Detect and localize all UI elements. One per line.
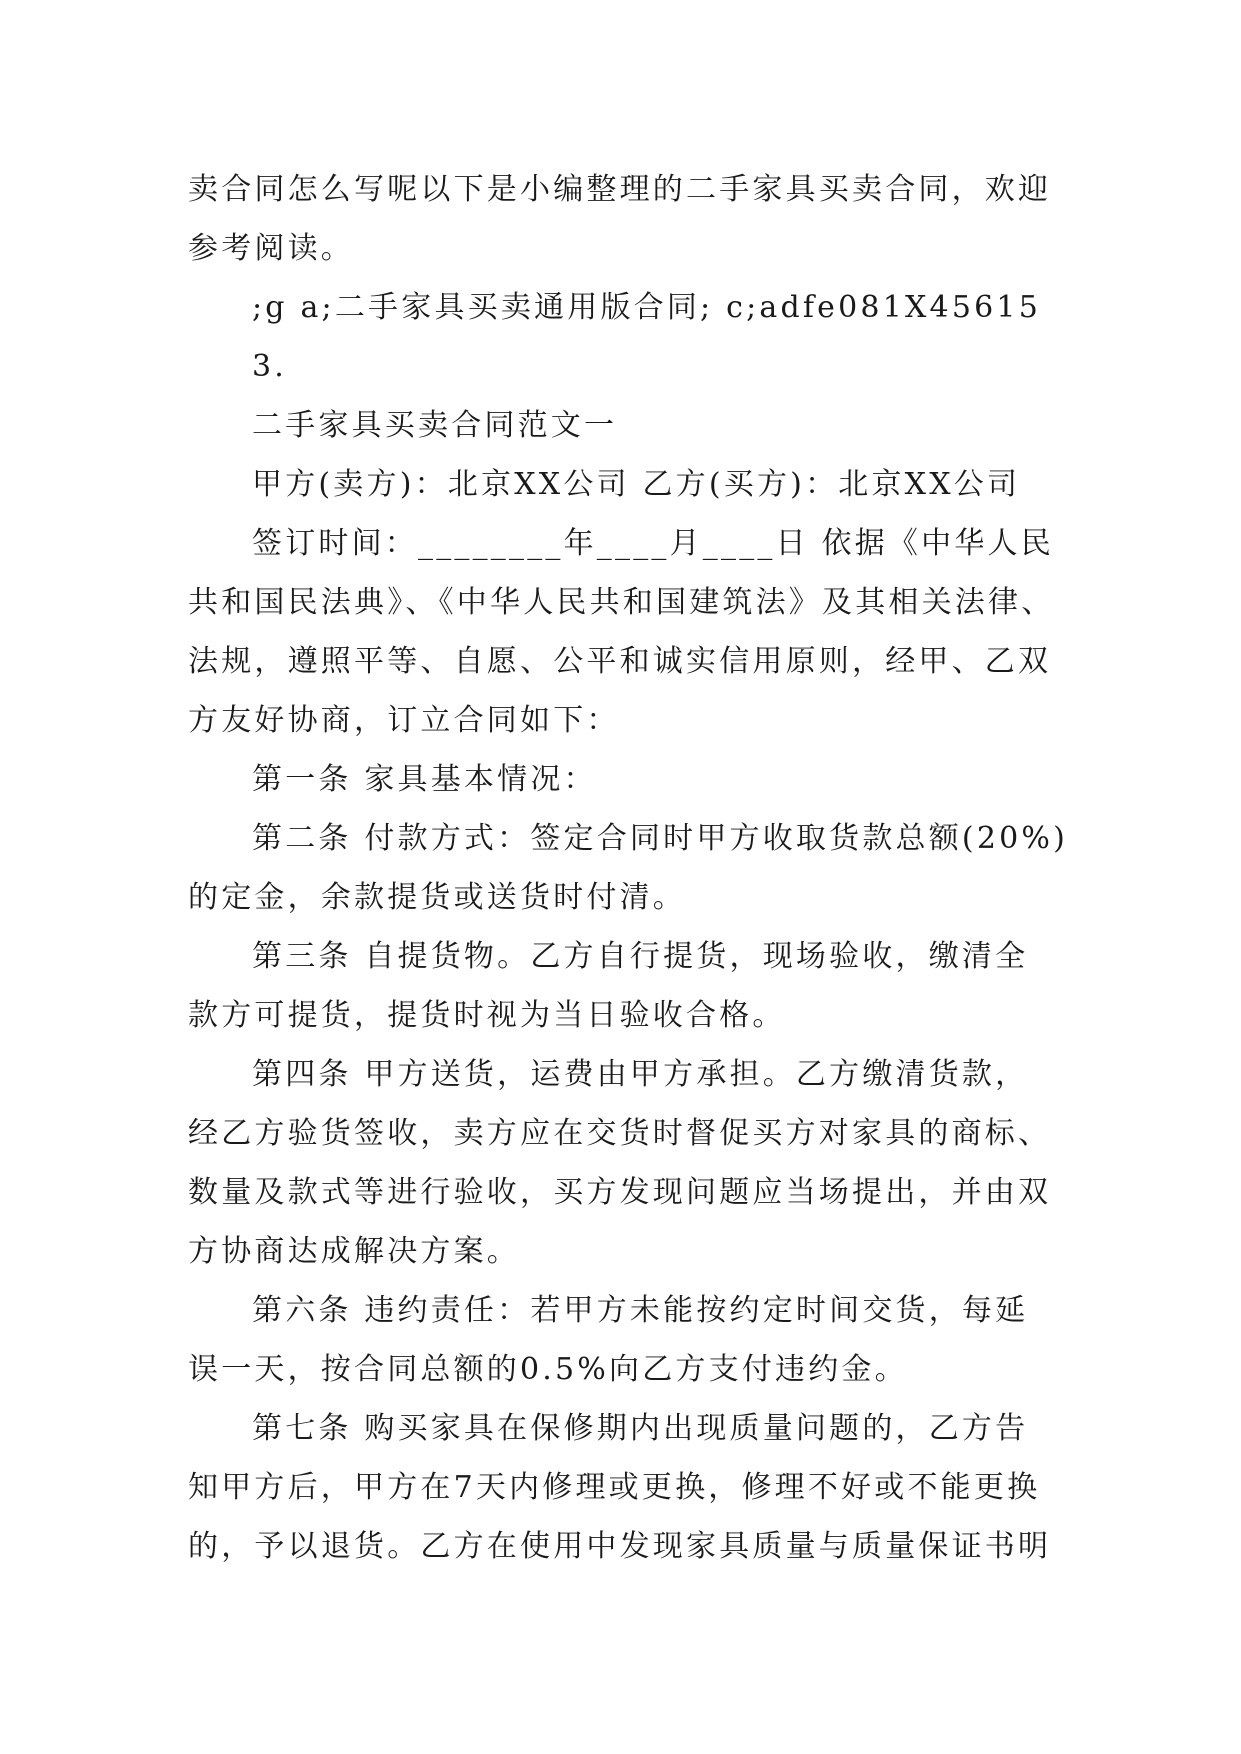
text-line: 知甲方后，甲方在7天内修理或更换，修理不好或不能更换 xyxy=(188,1470,1041,1505)
text-line: 卖合同怎么写呢以下是小编整理的二手家具买卖合同，欢迎 xyxy=(188,172,1052,207)
text-line: 共和国民法典》、《中华人民共和国建筑法》及其相关法律、 xyxy=(188,585,1055,620)
text-line: 3. xyxy=(252,349,288,384)
text-line: 的，予以退货。乙方在使用中发现家具质量与质量保证书明 xyxy=(188,1529,1052,1564)
text-line: 误一天，按合同总额的0.5%向乙方支付违约金。 xyxy=(188,1352,908,1387)
text-line: 参考阅读。 xyxy=(188,231,354,266)
article-3: 第三条 自提货物。乙方自行提货，现场验收，缴清全 xyxy=(252,939,1029,974)
text-line: 经乙方验货签收，卖方应在交货时督促买方对家具的商标、 xyxy=(188,1116,1052,1151)
article-4: 第四条 甲方送货，运费由甲方承担。乙方缴清货款， xyxy=(252,1057,1029,1092)
text-line: 的定金，余款提货或送货时付清。 xyxy=(188,880,686,915)
text-line: 法规，遵照平等、自愿、公平和诚实信用原则，经甲、乙双 xyxy=(188,644,1052,679)
article-2: 第二条 付款方式：签定合同时甲方收取货款总额(20%) xyxy=(252,821,1069,856)
article-7: 第七条 购买家具在保修期内出现质量问题的，乙方告 xyxy=(252,1411,1029,1446)
text-line: 数量及款式等进行验收，买方发现问题应当场提出，并由双 xyxy=(188,1175,1052,1210)
text-line: 方友好协商，订立合同如下： xyxy=(188,703,620,738)
text-line: 方协商达成解决方案。 xyxy=(188,1234,520,1269)
contract-text xyxy=(188,160,1069,1576)
article-1: 第一条 家具基本情况： xyxy=(252,762,597,797)
text-line: ;g a;二手家具买卖通用版合同; c;adfe081X45615 xyxy=(252,290,1041,325)
text-line: 款方可提货，提货时视为当日验收合格。 xyxy=(188,998,786,1033)
section-heading: 二手家具买卖合同范文一 xyxy=(252,408,618,443)
article-6: 第六条 违约责任：若甲方未能按约定时间交货，每延 xyxy=(252,1293,1029,1328)
signing-date-line: 签订时间：________年____月____日 依据《中华人民 xyxy=(252,526,1054,561)
parties-line: 甲方(卖方)：北京XX公司 乙方(买方)：北京XX公司 xyxy=(252,467,1021,502)
